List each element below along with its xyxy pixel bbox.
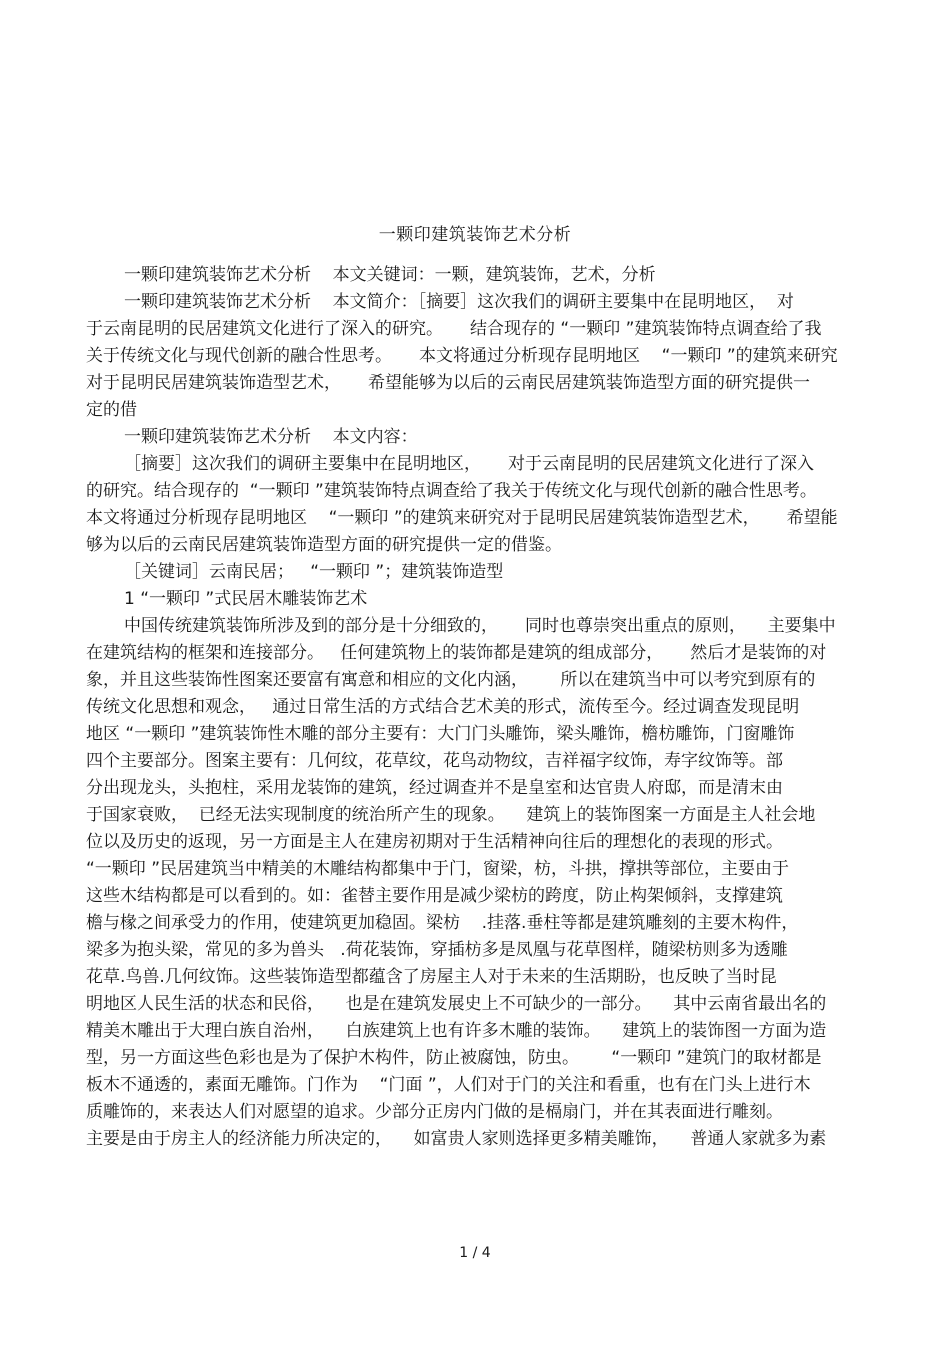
text-line: ［关键词］云南民居； “一颗印 ”；建筑装饰造型: [124, 562, 504, 582]
text-line: 精美木雕出于大理白族自治州， 白族建筑上也有许多木雕的装饰。 建筑上的装饰图一方面为造: [86, 1021, 827, 1041]
text-line: 定的借: [86, 400, 137, 420]
text-line: 四个主要部分。图案主要有：几何纹，花草纹，花鸟动物纹，吉祥福字纹饰，寿字纹饰等。部: [86, 751, 783, 771]
document-title: 一颗印建筑装饰艺术分析: [378, 225, 572, 245]
page-indicator: 1 / 4: [459, 1245, 491, 1261]
text-line: 梁多为抱头梁，常见的多为兽头 .荷花装饰，穿插枋多是凤凰与花草图样，随梁枋则多为透雕: [86, 940, 788, 960]
text-line: 够为以后的云南民居建筑装饰造型方面的研究提供一定的借鉴。: [86, 535, 562, 555]
text-line: 花草.鸟兽.几何纹饰。这些装饰造型都蕴含了房屋主人对于未来的生活期盼，也反映了当时昆: [86, 967, 777, 987]
text-line: 板木不通透的，素面无雕饰。门作为 “门面 ”，人们对于门的关注和看重，也有在门头上进行木: [86, 1075, 811, 1095]
text-line: 檐与椽之间承受力的作用，使建筑更加稳固。梁枋 .挂落.垂柱等都是建筑雕刻的主要木构件，: [86, 913, 799, 933]
text-line: “一颗印 ”民居建筑当中精美的木雕结构都集中于门，窗梁，枋，斗拱，撑拱等部位，主要由于: [86, 859, 790, 879]
text-line: 关于传统文化与现代创新的融合性思考。 本文将通过分析现存昆明地区 “一颗印 ”的建筑来研究: [86, 346, 838, 366]
text-line: 于云南昆明的民居建筑文化进行了深入的研究。 结合现存的 “一颗印 ”建筑装饰特点调查给了我: [86, 319, 822, 339]
text-line: 明地区人民生活的状态和民俗， 也是在建筑发展史上不可缺少的一部分。 其中云南省最出名的: [86, 994, 827, 1014]
text-line: 分出现龙头，头抱柱，采用龙装饰的建筑，经过调查并不是皇室和达官贵人府邸，而是清末由: [86, 778, 783, 798]
text-line: 一颗印建筑装饰艺术分析 本文内容：: [124, 427, 418, 447]
text-line: 1 “一颗印 ”式民居木雕装饰艺术: [124, 589, 368, 609]
text-line: 位以及历史的返现，另一方面是主人在建房初期对于生活精神向往后的理想化的表现的形式。: [86, 832, 783, 852]
text-line: 地区 “一颗印 ”建筑装饰性木雕的部分主要有：大门门头雕饰，梁头雕饰，檐枋雕饰，门窗雕饰: [86, 724, 795, 744]
text-line: 一颗印建筑装饰艺术分析 本文简介：［摘要］这次我们的调研主要集中在昆明地区， 对: [124, 292, 794, 312]
text-line: 主要是由于房主人的经济能力所决定的， 如富贵人家则选择更多精美雕饰， 普通人家就多为素: [86, 1129, 827, 1149]
document-body: [86, 262, 868, 1153]
text-line: 象，并且这些装饰性图案还要富有寓意和相应的文化内涵， 所以在建筑当中可以考究到原有的: [86, 670, 816, 690]
text-line: 的研究。结合现存的 “一颗印 ”建筑装饰特点调查给了我关于传统文化与现代创新的融合性思考。: [86, 481, 817, 501]
text-line: 一颗印建筑装饰艺术分析 本文关键词：一颗，建筑装饰，艺术，分析: [124, 265, 656, 285]
text-line: 在建筑结构的框架和连接部分。 任何建筑物上的装饰都是建筑的组成部分， 然后才是装饰的对: [86, 643, 827, 663]
text-line: 传统文化思想和观念， 通过日常生活的方式结合艺术美的形式，流传至今。经过调查发现昆明: [86, 697, 800, 717]
text-line: 中国传统建筑装饰所涉及到的部分是十分细致的， 同时也尊崇突出重点的原则， 主要集中: [124, 616, 836, 636]
text-line: 这些木结构都是可以看到的。如：雀替主要作用是减少梁枋的跨度，防止构架倾斜，支撑建筑: [86, 886, 783, 906]
text-line: 对于昆明民居建筑装饰造型艺术， 希望能够为以后的云南民居建筑装饰造型方面的研究提供一: [86, 373, 811, 393]
text-line: 型，另一方面这些色彩也是为了保护木构件，防止被腐蚀，防虫。 “一颗印 ”建筑门的取材都是: [86, 1048, 822, 1068]
text-line: 质雕饰的，来表达人们对愿望的追求。少部分正房内门做的是槅扇门，并在其表面进行雕刻。: [86, 1102, 783, 1122]
text-line: 本文将通过分析现存昆明地区 “一颗印 ”的建筑来研究对于昆明民居建筑装饰造型艺术， 希望能: [86, 508, 838, 528]
text-line: ［摘要］这次我们的调研主要集中在昆明地区， 对于云南昆明的民居建筑文化进行了深入: [124, 454, 815, 474]
text-line: 于国家衰败， 已经无法实现制度的统治所产生的现象。 建筑上的装饰图案一方面是主人社会地: [86, 805, 816, 825]
